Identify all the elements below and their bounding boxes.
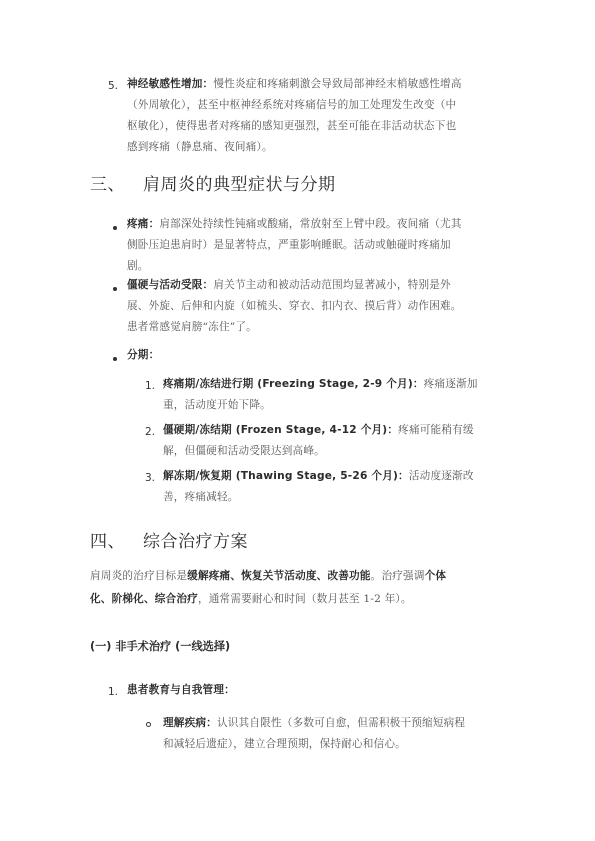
section-number: 四、 [90, 532, 125, 552]
item-text: 和减轻后遗症），建立合理预期，保持耐心和信心。 [163, 738, 406, 750]
stage-item [163, 466, 523, 508]
item-label: 疼痛： [127, 218, 160, 230]
list-number: 2. [145, 426, 156, 438]
intro-emphasis: 化、阶梯化、综合治疗 [90, 593, 198, 605]
list-item-5 [127, 74, 517, 158]
section-heading [90, 527, 248, 552]
item-text: 认识其自限性（多数可自愈，但需积极干预缩短病程 [216, 717, 466, 729]
stage-text: 解，但僵硬和活动受限达到高峰。 [163, 445, 325, 457]
list-item [127, 275, 517, 338]
intro-text: 。治疗强调 [370, 570, 425, 582]
item-text: 剧。 [127, 260, 149, 272]
stage-text: 疼痛可能稍有缓 [398, 424, 474, 436]
item-text: 感到疼痛（静息痛、夜间痛）。 [127, 141, 273, 153]
bullet-icon [113, 287, 117, 291]
stage-text: 善，疼痛减轻。 [163, 491, 239, 503]
bullet-icon [113, 226, 117, 230]
item-label: 分期： [127, 349, 160, 361]
circle-bullet-icon [146, 722, 151, 727]
list-item-1 [127, 680, 517, 701]
stage-label: 僵硬期/冻结期 (Frozen Stage, 4-12 个月)： [163, 424, 399, 436]
item-label: 患者教育与自我管理： [127, 684, 235, 696]
item-text: 肩关节主动和被动活动范围均显著减小，特别是外 [213, 279, 451, 291]
list-number: 1. [145, 380, 156, 392]
stage-item [163, 374, 523, 416]
intro-emphasis: 缓解疼痛、恢复关节活动度、改善功能 [187, 570, 371, 582]
stage-text: 重，活动度开始下降。 [163, 399, 271, 411]
item-text: 展、外旋、后伸和内旋（如梳头、穿衣、扣内衣、摸后背）动作困难。 [127, 300, 462, 312]
item-text: 侧卧压迫患肩时）是显著特点，严重影响睡眠。活动或触碰时疼痛加 [127, 239, 451, 251]
section-title: 肩周炎的典型症状与分期 [143, 175, 336, 195]
list-item [127, 214, 517, 277]
item-text: 枢敏化），使得患者对疼痛的感知更强烈，甚至可能在非活动状态下也 [127, 120, 457, 132]
subsection-heading: (一) 非手术治疗 (一线选择) [90, 640, 231, 653]
list-number: 5. [108, 80, 119, 92]
stage-text: 疼痛逐渐加 [423, 378, 478, 390]
sub-list-item [163, 713, 523, 755]
section-title: 综合治疗方案 [143, 532, 248, 552]
stage-label: 疼痛期/冻结进行期 (Freezing Stage, 2-9 个月)： [163, 378, 424, 390]
stage-item [163, 420, 523, 462]
intro-emphasis: 个体 [424, 570, 447, 582]
stage-text: 活动度逐渐改 [408, 470, 474, 482]
item-text: 慢性炎症和疼痛刺激会导致局部神经末梢敏感性增高 [213, 78, 462, 90]
item-label: 神经敏感性增加： [127, 78, 214, 90]
item-label: 僵硬与活动受限： [127, 279, 214, 291]
list-number: 3. [145, 472, 156, 484]
section-heading [90, 170, 336, 195]
item-label: 理解疾病： [163, 717, 217, 729]
item-text: 患者常感觉肩膀“冻住”了。 [127, 321, 257, 333]
section-number: 三、 [90, 175, 125, 195]
list-item [127, 345, 517, 366]
intro-text: ，通常需要耐心和时间（数月甚至 1-2 年）。 [197, 593, 412, 605]
list-number: 1. [108, 686, 119, 698]
intro-text: 肩周炎的治疗目标是 [90, 570, 188, 582]
item-text: （外周敏化），甚至中枢神经系统对疼痛信号的加工处理发生改变（中 [127, 99, 457, 111]
intro-paragraph [90, 565, 515, 611]
item-text: 肩部深处持续性钝痛或酸痛，常放射至上臂中段。夜间痛（尤其 [159, 218, 462, 230]
bullet-icon [113, 357, 117, 361]
stage-label: 解冻期/恢复期 (Thawing Stage, 5-26 个月)： [163, 470, 409, 482]
